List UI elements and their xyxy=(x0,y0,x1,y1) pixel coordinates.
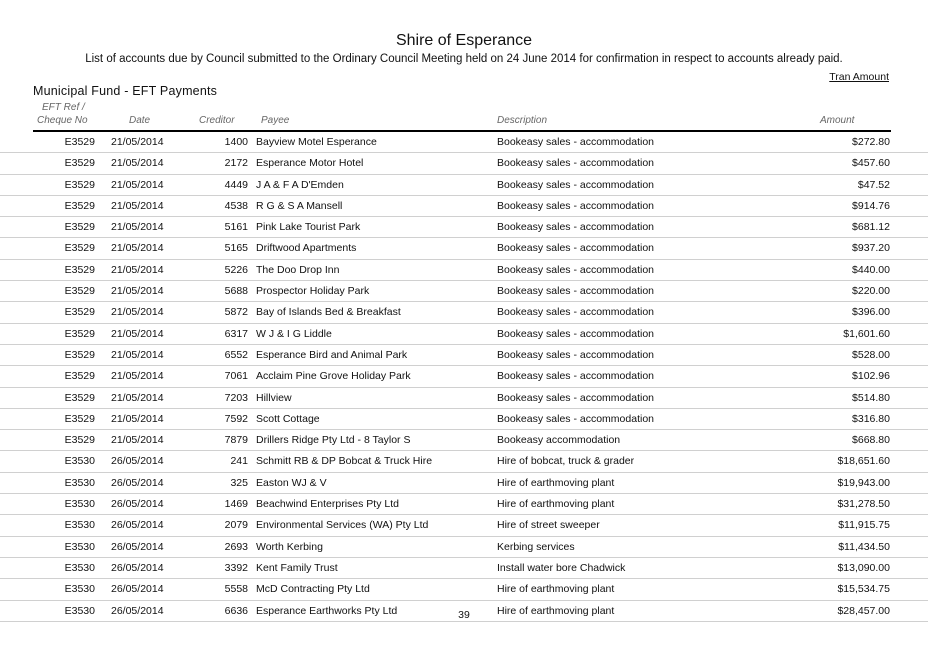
description-cell: Bookeasy sales - accommodation xyxy=(497,412,654,425)
eft-ref-cell: E3529 xyxy=(64,136,95,148)
date-cell: 26/05/2014 xyxy=(111,498,164,511)
table-row xyxy=(0,324,928,345)
date-cell: 21/05/2014 xyxy=(111,391,164,404)
date-cell: 26/05/2014 xyxy=(111,476,164,489)
creditor-cell: 6636 xyxy=(224,604,248,617)
description-cell: Bookeasy sales - accommodation xyxy=(497,136,654,148)
date-cell: 26/05/2014 xyxy=(111,583,164,596)
column-header-creditor: Creditor xyxy=(199,115,235,126)
amount-cell: $440.00 xyxy=(852,263,890,276)
column-header-ref-line1: EFT Ref / xyxy=(42,102,85,113)
date-cell: 26/05/2014 xyxy=(111,561,164,574)
table-row xyxy=(0,537,928,558)
table-row xyxy=(0,345,928,366)
description-cell: Bookeasy sales - accommodation xyxy=(497,242,654,255)
date-cell: 26/05/2014 xyxy=(111,540,164,553)
eft-ref-cell: E3529 xyxy=(64,348,95,361)
creditor-cell: 7061 xyxy=(224,370,248,383)
date-cell: 21/05/2014 xyxy=(111,285,164,298)
eft-ref-cell: E3530 xyxy=(64,604,95,617)
eft-ref-cell: E3529 xyxy=(64,157,95,170)
description-cell: Install water bore Chadwick xyxy=(497,561,626,574)
amount-cell: $18,651.60 xyxy=(837,455,890,468)
eft-ref-cell: E3529 xyxy=(64,434,95,447)
date-cell: 21/05/2014 xyxy=(111,242,164,255)
amount-cell: $19,943.00 xyxy=(837,476,890,489)
table-row xyxy=(0,153,928,174)
payee-cell: Driftwood Apartments xyxy=(256,242,357,255)
amount-cell: $31,278.50 xyxy=(837,498,890,511)
table-row xyxy=(0,132,928,153)
payee-cell: Esperance Earthworks Pty Ltd xyxy=(256,604,398,617)
eft-ref-cell: E3529 xyxy=(64,391,95,404)
description-cell: Hire of earthmoving plant xyxy=(497,604,615,617)
creditor-cell: 7203 xyxy=(224,391,248,404)
column-header-date: Date xyxy=(129,115,151,126)
date-cell: 21/05/2014 xyxy=(111,327,164,340)
eft-ref-cell: E3529 xyxy=(64,221,95,234)
payee-cell: Acclaim Pine Grove Holiday Park xyxy=(256,370,411,383)
payee-cell: W J & I G Liddle xyxy=(256,327,332,340)
table-row xyxy=(0,388,928,409)
description-cell: Bookeasy sales - accommodation xyxy=(497,285,654,298)
description-cell: Bookeasy sales - accommodation xyxy=(497,370,654,383)
date-cell: 21/05/2014 xyxy=(111,221,164,234)
amount-cell: $11,434.50 xyxy=(838,540,890,553)
payee-cell: Kent Family Trust xyxy=(256,561,338,574)
description-cell: Bookeasy sales - accommodation xyxy=(497,157,654,170)
table-row xyxy=(0,281,928,302)
amount-cell: $220.00 xyxy=(852,285,890,298)
date-cell: 26/05/2014 xyxy=(111,455,164,468)
creditor-cell: 5161 xyxy=(224,221,248,234)
payee-cell: Worth Kerbing xyxy=(256,540,323,553)
creditor-cell: 4538 xyxy=(224,199,248,212)
creditor-cell: 1400 xyxy=(224,136,248,148)
creditor-cell: 5558 xyxy=(224,583,248,596)
amount-cell: $514.80 xyxy=(852,391,890,404)
description-cell: Hire of earthmoving plant xyxy=(497,498,615,511)
date-cell: 21/05/2014 xyxy=(111,412,164,425)
payee-cell: R G & S A Mansell xyxy=(256,199,343,212)
payee-cell: Environmental Services (WA) Pty Ltd xyxy=(256,519,429,532)
table-row xyxy=(0,217,928,238)
payee-cell: McD Contracting Pty Ltd xyxy=(256,583,370,596)
creditor-cell: 7879 xyxy=(224,434,248,447)
amount-cell: $102.96 xyxy=(852,370,890,383)
column-header-description: Description xyxy=(497,115,548,126)
description-cell: Hire of bobcat, truck & grader xyxy=(497,455,635,468)
amount-cell: $396.00 xyxy=(852,306,890,319)
eft-ref-cell: E3529 xyxy=(64,306,95,319)
payments-table-body xyxy=(0,132,928,622)
eft-ref-cell: E3530 xyxy=(64,540,95,553)
amount-cell: $272.80 xyxy=(852,136,890,148)
description-cell: Bookeasy sales - accommodation xyxy=(497,221,654,234)
description-cell: Hire of earthmoving plant xyxy=(497,476,615,489)
table-row xyxy=(0,494,928,515)
fund-heading: Municipal Fund - EFT Payments xyxy=(33,84,218,98)
tran-amount-label: Tran Amount xyxy=(829,71,889,83)
creditor-cell: 2693 xyxy=(224,540,248,553)
amount-cell: $47.52 xyxy=(857,178,890,191)
table-row xyxy=(0,558,928,579)
table-row xyxy=(0,409,928,430)
description-cell: Hire of earthmoving plant xyxy=(497,583,615,596)
page-number: 39 xyxy=(458,609,470,621)
creditor-cell: 5688 xyxy=(224,285,248,298)
eft-ref-cell: E3529 xyxy=(64,285,95,298)
date-cell: 21/05/2014 xyxy=(111,263,164,276)
amount-cell: $528.00 xyxy=(852,348,890,361)
payee-cell: Esperance Bird and Animal Park xyxy=(256,348,408,361)
creditor-cell: 2172 xyxy=(224,157,248,170)
column-header-payee: Payee xyxy=(261,115,290,126)
payee-cell: Esperance Motor Hotel xyxy=(256,157,364,170)
eft-ref-cell: E3530 xyxy=(64,519,95,532)
creditor-cell: 5165 xyxy=(224,242,248,255)
eft-ref-cell: E3529 xyxy=(64,178,95,191)
date-cell: 21/05/2014 xyxy=(111,306,164,319)
description-cell: Bookeasy sales - accommodation xyxy=(497,199,654,212)
creditor-cell: 3392 xyxy=(224,561,248,574)
eft-ref-cell: E3530 xyxy=(64,498,95,511)
creditor-cell: 6317 xyxy=(224,327,248,340)
date-cell: 21/05/2014 xyxy=(111,178,164,191)
date-cell: 26/05/2014 xyxy=(111,519,164,532)
amount-cell: $937.20 xyxy=(852,242,890,255)
description-cell: Bookeasy accommodation xyxy=(497,434,621,447)
table-row xyxy=(0,302,928,323)
eft-ref-cell: E3530 xyxy=(64,583,95,596)
date-cell: 21/05/2014 xyxy=(111,370,164,383)
description-cell: Bookeasy sales - accommodation xyxy=(497,348,654,361)
date-cell: 21/05/2014 xyxy=(111,434,164,447)
creditor-cell: 241 xyxy=(230,455,248,468)
date-cell: 21/05/2014 xyxy=(111,157,164,170)
amount-cell: $1,601.60 xyxy=(843,327,890,340)
payee-cell: Hillview xyxy=(256,391,292,404)
creditor-cell: 1469 xyxy=(224,498,248,511)
payee-cell: Pink Lake Tourist Park xyxy=(256,221,361,234)
column-header-amount: Amount xyxy=(820,115,855,126)
payee-cell: Bay of Islands Bed & Breakfast xyxy=(256,306,401,319)
amount-cell: $681.12 xyxy=(852,221,890,234)
payee-cell: Easton WJ & V xyxy=(256,476,327,489)
creditor-cell: 7592 xyxy=(224,412,248,425)
payee-cell: Schmitt RB & DP Bobcat & Truck Hire xyxy=(256,455,433,468)
creditor-cell: 4449 xyxy=(224,178,248,191)
table-row xyxy=(0,175,928,196)
amount-cell: $13,090.00 xyxy=(837,561,890,574)
creditor-cell: 5872 xyxy=(224,306,248,319)
eft-ref-cell: E3529 xyxy=(64,327,95,340)
table-row xyxy=(0,366,928,387)
table-row xyxy=(0,260,928,281)
amount-cell: $15,534.75 xyxy=(837,583,890,596)
amount-cell: $28,457.00 xyxy=(837,604,890,617)
amount-cell: $457.60 xyxy=(852,157,890,170)
amount-cell: $316.80 xyxy=(852,412,890,425)
table-row xyxy=(0,196,928,217)
table-row xyxy=(0,579,928,600)
table-row xyxy=(0,473,928,494)
eft-ref-cell: E3529 xyxy=(64,199,95,212)
amount-cell: $11,915.75 xyxy=(838,519,890,532)
page-subtitle: List of accounts due by Council submitted to the Ordinary Council Meeting held on 24 June 2014 for confirmation in respect to accounts already paid. xyxy=(85,53,843,65)
payee-cell: J A & F A D'Emden xyxy=(256,178,344,191)
payee-cell: Drillers Ridge Pty Ltd - 8 Taylor S xyxy=(256,434,411,447)
page-title: Shire of Esperance xyxy=(395,32,533,49)
date-cell: 26/05/2014 xyxy=(111,604,164,617)
table-row xyxy=(0,238,928,259)
description-cell: Bookeasy sales - accommodation xyxy=(497,327,654,340)
eft-ref-cell: E3529 xyxy=(64,242,95,255)
description-cell: Bookeasy sales - accommodation xyxy=(497,391,654,404)
payee-cell: Scott Cottage xyxy=(256,412,320,425)
table-row xyxy=(0,451,928,472)
date-cell: 21/05/2014 xyxy=(111,348,164,361)
description-cell: Bookeasy sales - accommodation xyxy=(497,306,654,319)
payee-cell: The Doo Drop Inn xyxy=(256,263,340,276)
description-cell: Bookeasy sales - accommodation xyxy=(497,263,654,276)
eft-ref-cell: E3529 xyxy=(64,370,95,383)
date-cell: 21/05/2014 xyxy=(111,136,164,148)
eft-ref-cell: E3529 xyxy=(64,412,95,425)
description-cell: Bookeasy sales - accommodation xyxy=(497,178,654,191)
table-row xyxy=(0,430,928,451)
creditor-cell: 6552 xyxy=(224,348,248,361)
description-cell: Kerbing services xyxy=(497,540,575,553)
payee-cell: Bayview Motel Esperance xyxy=(256,136,377,148)
creditor-cell: 325 xyxy=(230,476,248,489)
eft-ref-cell: E3530 xyxy=(64,476,95,489)
creditor-cell: 2079 xyxy=(224,519,248,532)
eft-ref-cell: E3530 xyxy=(64,561,95,574)
amount-cell: $668.80 xyxy=(852,434,890,447)
payee-cell: Prospector Holiday Park xyxy=(256,285,370,298)
payee-cell: Beachwind Enterprises Pty Ltd xyxy=(256,498,399,511)
column-header-ref-line2: Cheque No xyxy=(37,115,88,126)
table-row xyxy=(0,515,928,536)
creditor-cell: 5226 xyxy=(224,263,248,276)
date-cell: 21/05/2014 xyxy=(111,199,164,212)
amount-cell: $914.76 xyxy=(852,199,890,212)
eft-ref-cell: E3529 xyxy=(64,263,95,276)
eft-ref-cell: E3530 xyxy=(64,455,95,468)
description-cell: Hire of street sweeper xyxy=(497,519,600,532)
